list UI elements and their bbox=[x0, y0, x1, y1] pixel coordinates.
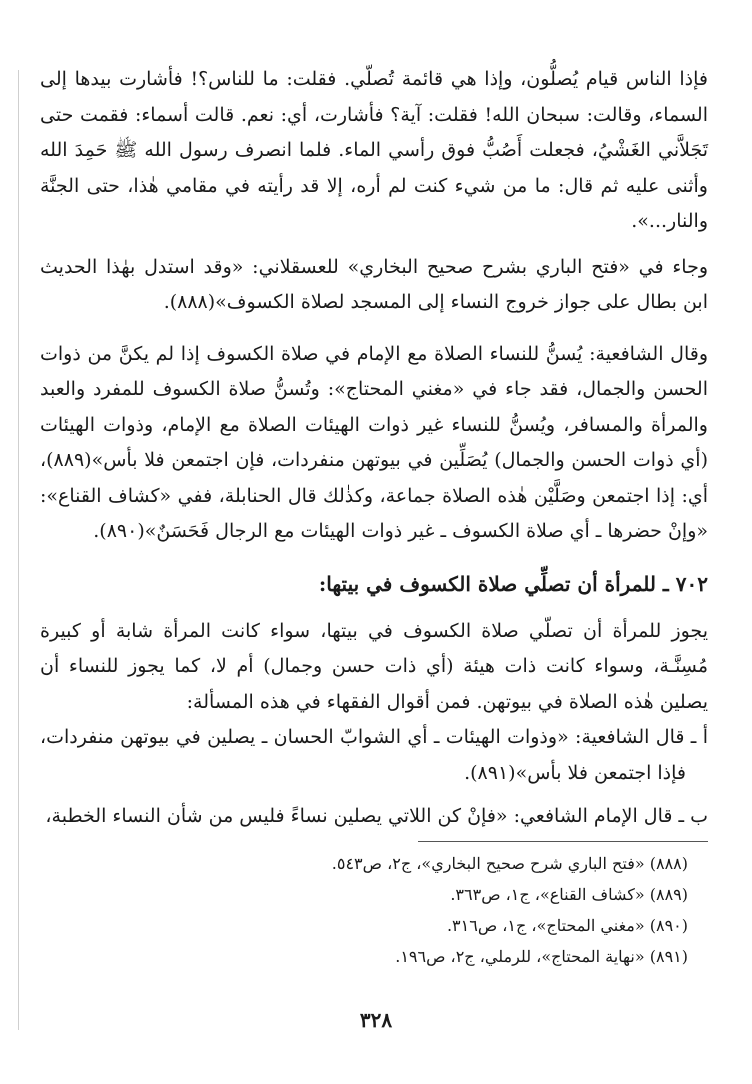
page-edge-line bbox=[18, 70, 19, 1030]
footnote-889: (٨٨٩) «كشاف القناع»، ج١، ص٣٦٣. bbox=[450, 884, 688, 904]
paragraph-hadith-continuation: فإذا الناس قيام يُصلُّون، وإذا هي قائمة تُصلّي. فقلت: ما للناس؟! فأشارت بيدها إلى السماء، وقالت: سبحان الله! فقلت: آية؟ فأشارت، أي: نعم. قالت أسماء: فقمت حتى تَجَلاَّني الغَشْيُ، فجعلت أَصُبُّ فوق رأسي الماء. فلما انصرف رسول الله ﷺ حَمِدَ الله وأثنى عليه ثم قال: ما من شيء كنت لم أره، إلا قد رأيته في مقامي هٰذا، حتى الجنَّة والنار...». bbox=[40, 68, 708, 232]
footnotes bbox=[40, 848, 708, 972]
paragraph-shafii-opinion: وقال الشافعية: يُسنُّ للنساء الصلاة مع الإمام في صلاة الكسوف إذا لم يكنَّ من ذوات الحسن والجمال، فقد جاء في «مغني المحتاج»: وتُسنُّ صلاة الكسوف للمفرد والعبد والمرأة والمسافر، ويُسنُّ للنساء غير ذوات الهيئات الصلاة مع الإمام، وذوات الهيئات (أي ذوات الحسن والجمال) يُصَلِّين في بيوتهن منفردات، فإن اجتمعن فلا بأس»(٨٨٩)، أي: إذا اجتمعن وصَلَّيْن هٰذه الصلاة جماعة، وكذٰلك قال الحنابلة، ففي «كشاف القناع»: «وإنْ حضرها ـ أي صلاة الكسوف ـ غير ذوات الهيئات مع الرجال فَحَسَنٌ»(٨٩٠). bbox=[40, 342, 708, 542]
text-body bbox=[40, 62, 708, 972]
paragraph-section-intro: يجوز للمرأة أن تصلّي صلاة الكسوف في بيتها، سواء كانت المرأة شابة أو كبيرة مُسِنَّـة، وسواء كانت ذات هيئة (أي ذات حسن وجمال) أم لا، كما يجوز للنساء أن يصلين هٰذه الصلاة في بيوتهن. فمن أقوال الفقهاء في هذه المسألة: bbox=[40, 619, 708, 713]
list-item-a: أ ـ قال الشافعية: «وذوات الهيئات ـ أي الشوابّ الحسان ـ يصلين في بيوتهن منفردات، فإذا اجتمعن فلا بأس»(٨٩١). bbox=[40, 726, 708, 784]
list-item-b: ب ـ قال الإمام الشافعي: «فإنْ كن اللاتي يصلين نساءً فليس من شأن النساء الخطبة، bbox=[45, 805, 708, 827]
footnote-891: (٨٩١) «نهاية المحتاج»، للرملي، ج٢، ص١٩٦. bbox=[395, 946, 688, 966]
footnote-888: (٨٨٨) «فتح الباري شرح صحيح البخاري»، ج٢، ص٥٤٣. bbox=[331, 853, 688, 873]
footnote-890: (٨٩٠) «مغني المحتاج»، ج١، ص٣١٦. bbox=[446, 915, 688, 935]
footnote-separator bbox=[418, 841, 708, 842]
section-heading: ٧٠٢ ـ للمرأة أن تصلِّي صلاة الكسوف في بيتها: bbox=[318, 571, 708, 596]
page-number: ٣٢٨ bbox=[359, 1008, 393, 1032]
paragraph-fath-al-bari: وجاء في «فتح الباري بشرح صحيح البخاري» للعسقلاني: «وقد استدل بهٰذا الحديث ابن بطال على جواز خروج النساء إلى المسجد لصلاة الكسوف»(٨٨٨). bbox=[40, 255, 708, 313]
